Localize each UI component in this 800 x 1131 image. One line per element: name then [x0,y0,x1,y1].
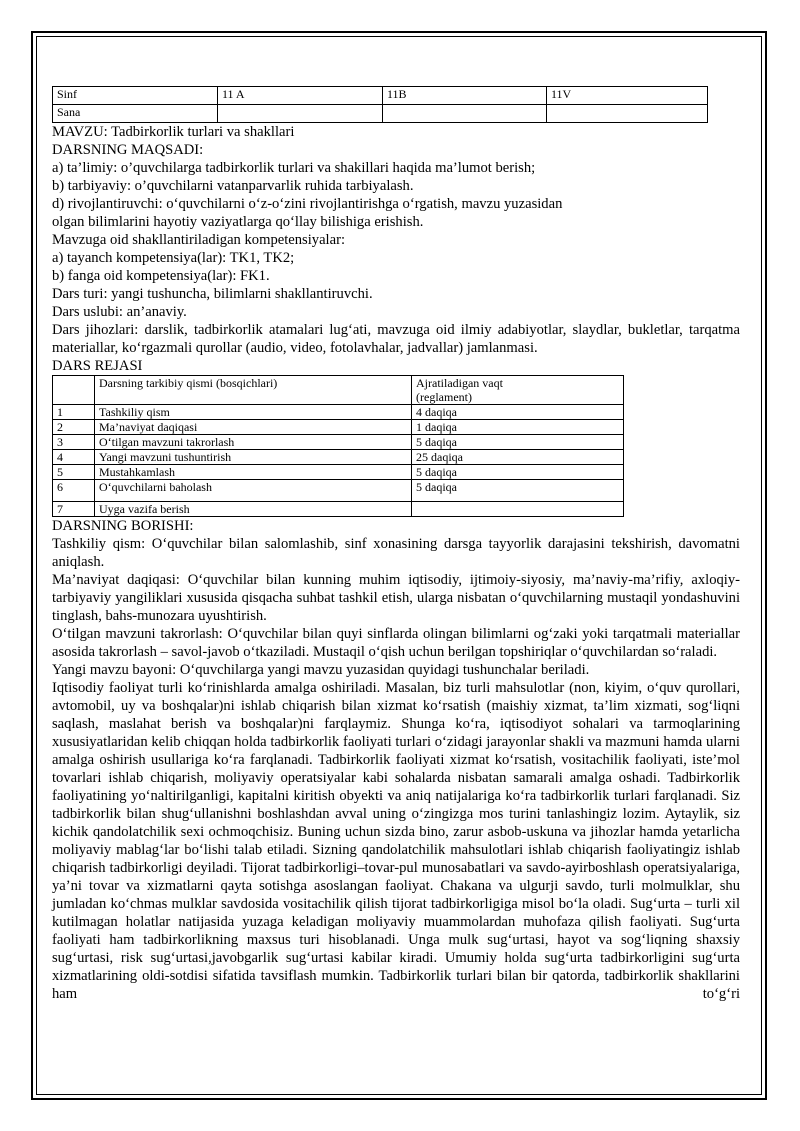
paragraph-review: O‘tilgan mavzuni takrorlash: O‘quvchilar bilan quyi sinflarda olingan bilimlarni og‘zaki yoki tarqatmali materiallar asosida takrorlash – savol-javob o‘tkaziladi. Mustaqil o‘qish uchun berilgan topshiriqlar o‘quvchilardan so‘raladi. [52,626,740,660]
date-cell-11v [547,105,708,123]
goal-educational: a) ta’limiy: o’quvchilarga tadbirkorlik turlari va shakillari haqida ma’lumot berish; [52,160,536,176]
plan-row-time: 5 daqiqa [412,480,624,502]
plan-row [53,465,624,480]
plan-row-part: O‘tilgan mavzuni takrorlash [95,435,412,450]
plan-header-part: Darsning tarkibiy qismi (bosqichlari) [95,376,412,405]
lesson-topic: MAVZU: Tadbirkorlik turlari va shakllari [52,124,295,140]
plan-row-number: 2 [53,420,95,435]
progress-heading: DARSNING BORISHI: [52,518,194,534]
plan-row [53,450,624,465]
plan-header-number [53,376,95,405]
plan-row-part: Tashkiliy qism [95,405,412,420]
plan-row-part: Ma’naviyat daqiqasi [95,420,412,435]
plan-row-part: O‘quvchilarni baholash [95,480,412,502]
plan-row-time: 5 daqiqa [412,465,624,480]
plan-row-part: Yangi mavzuni tushuntirish [95,450,412,465]
class-date-table [52,86,708,123]
paragraph-spirituality: Ma’naviyat daqiqasi: O‘quvchilar bilan kunning muhim iqtisodiy, ijtimoiy-siyosiy, ma’naviy-ma’rifiy, axloqiy-tarbiyaviy yangiliklari xususida qisqacha suhbat tashkil etish, ularga nisbatan o‘quvchilarning mustaqil yondashuvini tinglash, bahs-munozara uyushtirish. [52,572,740,624]
date-cell-11b [383,105,547,123]
plan-row-part: Mustahkamlash [95,465,412,480]
plan-header-row [53,376,624,405]
plan-row-time [412,502,624,517]
paragraph-new-topic-intro: Yangi mavzu bayoni: O‘quvchilarga yangi mavzu yuzasidan quyidagi tushunchalar beriladi. [52,662,590,678]
plan-row [53,480,624,502]
plan-row [53,502,624,517]
goals-heading: DARSNING MAQSADI: [52,142,204,158]
plan-row [53,435,624,450]
document-content [52,86,740,1003]
class-11a-cell: 11 A [218,87,383,105]
class-label-cell: Sinf [53,87,218,105]
competency-subject: b) fanga oid kompetensiya(lar): FK1. [52,268,270,284]
paragraph-organizational: Tashkiliy qism: O‘quvchilar bilan salomlashib, sinf xonasining darsga tayyorlik darajasini tekshirish, davomatni aniqlash. [52,536,740,570]
lesson-method: Dars uslubi: an’anaviy. [52,304,187,320]
plan-header-time [412,376,624,405]
plan-row [53,420,624,435]
lesson-type: Dars turi: yangi tushuncha, bilimlarni shakllantiruvchi. [52,286,373,302]
date-cell-11a [218,105,383,123]
date-label-cell: Sana [53,105,218,123]
plan-row-time: 4 daqiqa [412,405,624,420]
plan-row-time: 5 daqiqa [412,435,624,450]
lesson-plan-table [52,375,624,517]
class-row [53,87,708,105]
plan-row-number: 7 [53,502,95,517]
plan-heading: DARS REJASI [52,358,143,374]
paragraph-main-text: Iqtisodiy faoliyat turli ko‘rinishlarda amalga oshiriladi. Masalan, biz turli mahsulotlar (non, kiyim, o‘quv qurollari, avtomobil, uy va boshqalar)ni ishlab chiqarish bilan xizmat ko‘rsatish (maishiy xizmat, ta’lim xizmati, sog‘liqni saqlash, maslahat berish va boshqalar)ni farqlaymiz. Shunga ko‘ra, iqtisodiyot sohalari va tarmoqlarining xususiyatlaridan kelib chiqqan holda tadbirkorlik faoliyati turlari o‘zidagi jarayonlar shakli va mazmuni hamda ularni amalga oshirish usullariga ko‘ra farqlanadi. Tadbirkorlik faoliyati xizmat ko‘rsatish, vositachilik faoliyati, iste’mol tovarlari ishlab chiqarish, moliyaviy operatsiyalar kabi sohalarda nisbatan samarali amalga oshadi. Tadbirkorlik faoliyatining yo‘naltirilganligi, kapitalni kiritish obyekti va aniq natijalariga ko‘ra tadbirkorlik turlari farqlanadi. Siz tadbirkorlik bilan shug‘ullanishni boshlashdan avval uning o‘zingizga mos turini tanlashingiz lozim. Aytaylik, siz kichik qandolatchilik sexi ochmoqchisiz. Buning uchun sizda bino, zarur asbob-uskuna va jihozlar hamda yetarlicha moliyaviy mablag‘lar bo‘lishi talab etiladi. Sizning qandolatchilik mahsulotlari ishlab chiqarish faoliyatingiz ishlab chiqarish tadbirkorligi deyiladi. Tijorat tadbirkorligi–tovar-pul munosabatlari va savdo-ayirboshlash operatsiyalariga, ya’ni tovar va xizmatlarni qayta sotishga asoslangan faoliyat. Chakana va ulgurji savdo, turli molmulklar, shu jumladan ko‘chmas mulklar savdosida vositachilik qilish tijorat tadbirkorligiga misol bo‘la oladi. Sug‘urta – turli xil kutilmagan holatlar natijasida yuzaga keladigan moliyaviy muammolardan muhofaza qilish faoliyati. Sug‘urta faoliyati ham tadbirkorlikning maxsus turi hisoblanadi. Unga mulk sug‘urtasi, hayot va sog‘liqning shaxsiy sug‘urtasi, risk sug‘urtasi,javobgarlik sug‘urtasi kabilar kiradi. Umumiy holda sug‘urta tadbirkorligini sug‘urta xizmatlarining oldi-sotdisi sifatida tavsiflash mumkin. Tadbirkorlik turlari bilan bir qatorda, tadbirkorlik shakllarini ham to‘g‘ri [52,680,740,1002]
goal-developmental-line1: d) rivojlantiruvchi: o‘quvchilarni o‘z-o‘zini rivojlantirishga o‘rgatish, mavzu yuzasidan [52,196,563,212]
goal-upbringing: b) tarbiyaviy: o’quvchilarni vatanparvarlik ruhida tarbiyalash. [52,178,414,194]
plan-row-time: 25 daqiqa [412,450,624,465]
plan-row-number: 4 [53,450,95,465]
plan-row-number: 1 [53,405,95,420]
plan-row-part: Uyga vazifa berish [95,502,412,517]
competency-core: a) tayanch kompetensiya(lar): TK1, TK2; [52,250,295,266]
competencies-heading: Mavzuga oid shakllantiriladigan kompetensiyalar: [52,232,346,248]
plan-row-number: 3 [53,435,95,450]
plan-row-number: 6 [53,480,95,502]
plan-row-time: 1 daqiqa [412,420,624,435]
plan-row-number: 5 [53,465,95,480]
class-11v-cell: 11V [547,87,708,105]
plan-header-time-line1: Ajratiladigan vaqt [416,376,503,390]
lesson-equipment: Dars jihozlari: darslik, tadbirkorlik atamalari lug‘ati, mavzuga oid ilmiy adabiyotlar, slaydlar, bukletlar, tarqatma materiallar, ko‘rgazmali qurollar (audio, video, fotolavhalar, jadvallar) jamlanmasi. [52,322,740,356]
date-row [53,105,708,123]
class-11b-cell: 11B [383,87,547,105]
goal-developmental-line2: olgan bilimlarini hayotiy vaziyatlarga qo‘llay bilishiga erishish. [52,214,424,230]
plan-row [53,405,624,420]
plan-header-time-line2: (reglament) [416,390,472,404]
